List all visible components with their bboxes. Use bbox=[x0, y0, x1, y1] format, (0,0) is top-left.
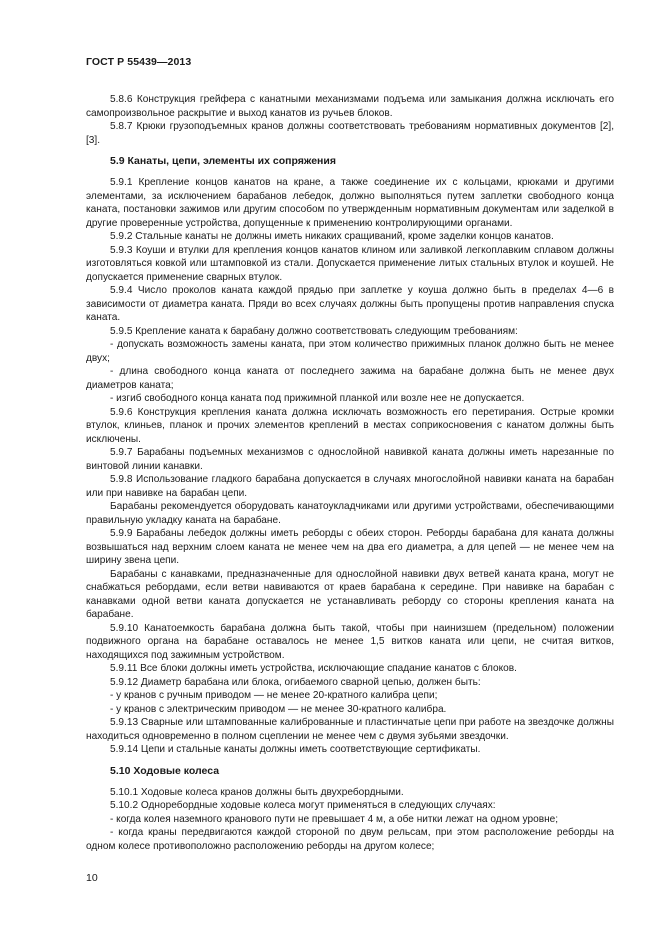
paragraph: - у кранов с электрическим приводом — не менее 30-кратного калибра. bbox=[110, 703, 447, 715]
paragraph: - изгиб свободного конца каната под прижимной планкой или возле нее не допускается. bbox=[110, 393, 525, 404]
document-body bbox=[86, 93, 614, 853]
paragraph: - длина свободного конца каната от последнего зажима на барабане должна быть не менее двух диаметров каната; bbox=[86, 366, 614, 391]
paragraph: 5.9.6 Конструкция крепления каната должна исключать возможность его перетирания. Острые кромки втулок, клиньев, планок и прочих элементов креплений в местах соприкосновения с канатом должны быть исключены. bbox=[86, 406, 614, 445]
paragraph: 5.9.11 Все блоки должны иметь устройства, исключающие спадание канатов с блоков. bbox=[110, 663, 517, 674]
paragraph: 5.9.10 Канатоемкость барабана должна быть такой, чтобы при наинизшем (предельном) положении подвижного органа на барабане оставалось не менее 1,5 витков каната или цепи, не считая витков, находящихся под зажимным устройством. bbox=[86, 622, 614, 661]
page-number: 10 bbox=[86, 872, 98, 884]
paragraph: - допускать возможность замены каната, при этом количество прижимных планок должно быть не менее двух; bbox=[86, 339, 614, 364]
paragraph: 5.9.7 Барабаны подъемных механизмов с однослойной навивкой каната должны иметь нарезанные по винтовой линии канавки. bbox=[86, 447, 614, 472]
paragraph: 5.8.6 Конструкция грейфера с канатными механизмами подъема или замыкания должна исключать его самопроизвольное раскрытие и выход канатов из ручьев блоков. bbox=[86, 94, 614, 119]
paragraph: - у кранов с ручным приводом — не менее 20-кратного калибра цепи; bbox=[110, 690, 438, 701]
section-heading: 5.9 Канаты, цепи, элементы их сопряжения bbox=[110, 155, 336, 167]
paragraph: 5.10.2 Одноребордные ходовые колеса могут применяться в следующих случаях: bbox=[110, 800, 496, 811]
paragraph: Барабаны рекомендуется оборудовать канатоукладчиками или другими устройствами, обеспечивающими правильную укладку каната на барабане. bbox=[86, 501, 614, 526]
paragraph: - когда колея наземного кранового пути не превышает 4 м, а обе нитки лежат на одном уровне; bbox=[110, 813, 559, 825]
paragraph: 5.9.4 Число проколов каната каждой прядью при заплетке у коуша должно быть в пределах 4—6 в зависимости от диаметра каната. Пряди во всех случаях должны быть пропущены против направления спуска каната. bbox=[86, 285, 614, 323]
paragraph: 5.9.12 Диаметр барабана или блока, огибаемого сварной цепью, должен быть: bbox=[110, 676, 481, 688]
paragraph: 5.9.3 Коуши и втулки для крепления концов канатов клином или заливкой легкоплавким сплавом должны изготовляться ковкой или штамповкой из стали. Допускается применение литых стальных втулок и коушей. Не допускается применение сварных втулок. bbox=[86, 244, 614, 283]
paragraph: 5.9.13 Сварные или штампованные калиброванные и пластинчатые цепи при работе на звездочке должны находиться одновременно в полном сцеплении не менее чем с двумя зубьями звездочки. bbox=[86, 717, 614, 742]
paragraph: 5.9.9 Барабаны лебедок должны иметь реборды с обеих сторон. Реборды барабана для каната должны возвышаться над верхним слоем каната не менее чем на два его диаметра, а для цепей — не менее чем на ширину звена цепи. bbox=[86, 528, 614, 566]
section-heading: 5.10 Ходовые колеса bbox=[110, 764, 220, 777]
paragraph: 5.9.2 Стальные канаты не должны иметь никаких сращиваний, кроме заделки концов канатов. bbox=[110, 231, 554, 242]
paragraph: Барабаны с канавками, предназначенные для однослойной навивки двух ветвей каната крана, могут не снабжаться ребордами, если ветви навиваются от краев барабана к середине. При навивке на барабан с канавками одной ветви каната допускается не устанавливать реборду со стороны крепления каната на барабане. bbox=[86, 568, 614, 620]
document-header: ГОСТ Р 55439—2013 bbox=[86, 56, 192, 68]
paragraph: 5.9.14 Цепи и стальные канаты должны иметь соответствующие сертификаты. bbox=[110, 744, 481, 755]
paragraph: 5.9.8 Использование гладкого барабана допускается в случаях многослойной навивки каната на барабан или при навивке на барабан цепи. bbox=[86, 474, 614, 499]
paragraph: 5.9.1 Крепление концов канатов на кране, а также соединение их с кольцами, крюками и другими элементами, за исключением барабанов лебедок, должно выполняться путем заплетки свободного конца каната, постановки зажимов или другим способом по утвержденным нормативным документам или заделкой в другие проверенные устройства, допущенные к применению контролирующими органами. bbox=[86, 177, 614, 229]
paragraph: 5.8.7 Крюки грузоподъемных кранов должны соответствовать требованиям нормативных документов [2], [3]. bbox=[86, 121, 614, 146]
paragraph: - когда краны передвигаются каждой стороной по двум рельсам, при этом расположение реборды на одном колесе противоположно расположению реборды на другом колесе; bbox=[86, 827, 614, 852]
paragraph: 5.10.1 Ходовые колеса кранов должны быть двухребордными. bbox=[110, 786, 404, 798]
paragraph: 5.9.5 Крепление каната к барабану должно соответствовать следующим требованиям: bbox=[110, 325, 518, 337]
